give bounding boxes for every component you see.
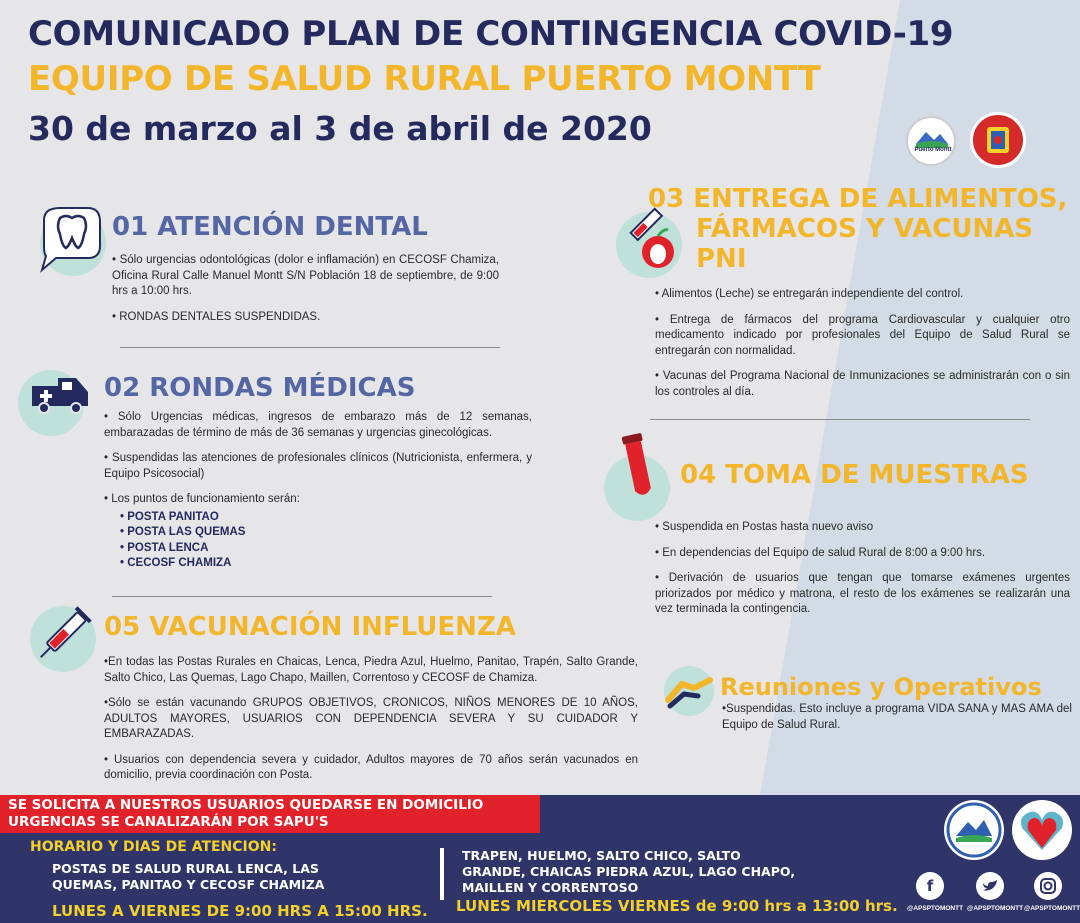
list-item: • POSTA LAS QUEMAS <box>120 525 532 541</box>
logo-text: Puerto Montt <box>914 147 952 153</box>
section-05-body: •En todas las Postas Rurales en Chaicas, Lenca, Piedra Azul, Huelmo, Panitao, Trapén, Salto Grande, Salto Chico, Las Quemas, Lago Chapo, Maillen, Correntoso y CECOSF de Chamiza. •Sólo se están vacunando GRUPOS OBJETIVOS, CRONICOS, NIÑOS MENORES DE 10 AÑOS, ADULTOS MAYORES, USUARIOS CON DEPENDENCIA SEVERA Y SU CUIDADOR Y EMBARAZADAS. • Usuarios con dependencia severa y cuidador, Adultos mayores de 70 años serán vacunados en domicilio, previa coordinación con Posta. <box>104 656 638 781</box>
section-01-body: • Sólo urgencias odontológicas (dolor e inflamación) en CECOSF Chamiza, Oficina Rural Calle Manuel Montt S/N Población 18 de septiembre, de 9:00 hrs a 10:00 hrs. • RONDAS DENTALES SUSPENDIDAS. <box>112 254 499 323</box>
left-places-line-2: QUEMAS, PANITAO Y CECOSF CHAMIZA <box>52 877 325 892</box>
twitter-icon[interactable] <box>976 872 1004 900</box>
puerto-montt-logo <box>906 116 956 166</box>
reuniones-title: Reuniones y Operativos <box>720 673 1042 701</box>
section-04-body: • Suspendida en Postas hasta nuevo aviso • En dependencias del Equipo de salud Rural de 8:00 a 9:00 hrs. • Derivación de usuarios que tengan que tomarse exámenes urgentes priorizados por médico y matrona, el resto de los exámenes se realizarán una vez terminada la contingencia. <box>655 521 1070 615</box>
divider <box>112 596 492 597</box>
list-item: • POSTA PANITAO <box>120 510 532 526</box>
section-01-title: 01 ATENCIÓN DENTAL <box>112 212 428 242</box>
left-places-line-1: POSTAS DE SALUD RURAL LENCA, LAS <box>52 861 319 876</box>
header-subtitle: EQUIPO DE SALUD RURAL PUERTO MONTT <box>28 59 821 99</box>
right-places-line-1: TRAPEN, HUELMO, SALTO CHICO, SALTO <box>462 848 741 863</box>
divider <box>120 347 500 348</box>
footer-divider <box>440 848 444 900</box>
handshake-icon <box>664 670 714 714</box>
red-salud-logo <box>1012 800 1072 860</box>
left-schedule: LUNES A VIERNES DE 9:00 HRS A 15:00 HRS. <box>52 902 428 920</box>
alert-line-1: SE SOLICITA A NUESTROS USUARIOS QUEDARSE EN DOMICILIO <box>8 797 484 813</box>
right-places-line-2: GRANDE, CHAICAS PIEDRA AZUL, LAGO CHAPO, <box>462 864 795 879</box>
section-03-body: • Alimentos (Leche) se entregarán independiente del control. • Entrega de fármacos del programa Cardiovascular y cualquier otro medicamento indicado por profesionales del Equipo de Salud Rural se entregarán con normalidad. • Vacunas del Programa Nacional de Inmunizaciones se administrarán con o sin los controles al día. <box>655 288 1070 398</box>
reuniones-body: •Suspendidas. Esto incluye a programa VIDA SANA y MAS AMA del Equipo de Salud Rural. <box>722 703 1072 731</box>
tooth-icon <box>30 200 110 280</box>
right-schedule: LUNES MIERCOLES VIERNES de 9:00 hrs a 13:00 hrs. <box>456 897 898 915</box>
section-04-title: 04 TOMA DE MUESTRAS <box>680 460 1029 490</box>
instagram-handle: @APSPTOMONTT <box>1024 905 1080 912</box>
header-title: COMUNICADO PLAN DE CONTINGENCIA COVID-19 <box>28 14 954 54</box>
test-tube-icon <box>614 430 664 502</box>
facebook-handle: @APSPTOMONTT <box>907 905 964 912</box>
section-02-title: 02 RONDAS MÉDICAS <box>104 373 416 403</box>
right-places-line-3: MAILLEN Y CORRENTOSO <box>462 880 639 895</box>
alert-line-2: URGENCIAS SE CANALIZARÁN POR SAPU'S <box>8 814 329 830</box>
equipo-salud-rural-logo <box>944 800 1004 860</box>
divider <box>650 419 1030 420</box>
twitter-handle: @APSPTOMONTT <box>967 905 1024 912</box>
instagram-icon[interactable] <box>1034 872 1062 900</box>
section-03-title: 03 ENTREGA DE ALIMENTOS, FÁRMACOS Y VACUNAS PNI <box>648 184 1068 274</box>
horario-label: HORARIO Y DIAS DE ATENCION: <box>30 839 277 855</box>
section-05-title: 05 VACUNACIÓN INFLUENZA <box>104 612 516 642</box>
header-date: 30 de marzo al 3 de abril de 2020 <box>28 109 652 148</box>
syringe-icon <box>26 600 98 672</box>
ambulance-icon <box>28 372 92 416</box>
points-list <box>104 510 532 572</box>
section-02-body: • Sólo Urgencias médicas, ingresos de embarazo más de 12 semanas, embarazadas de término de más de 36 semanas y urgencias ginecológicas. • Suspendidas las atenciones de profesionales clínicos (Nutricionista, enfermera, y Equipo Psicosocial) • Los puntos de funcionamiento serán: • POSTA PANITAO • POSTA LAS QUEMAS • POSTA LENCA • CECOSF CHAMIZA <box>104 410 532 572</box>
list-item: • CECOSF CHAMIZA <box>120 556 532 572</box>
list-item: • POSTA LENCA <box>120 541 532 557</box>
alert-banner <box>0 795 540 833</box>
facebook-icon[interactable]: f <box>916 872 944 900</box>
municipal-seal-logo <box>970 112 1026 168</box>
